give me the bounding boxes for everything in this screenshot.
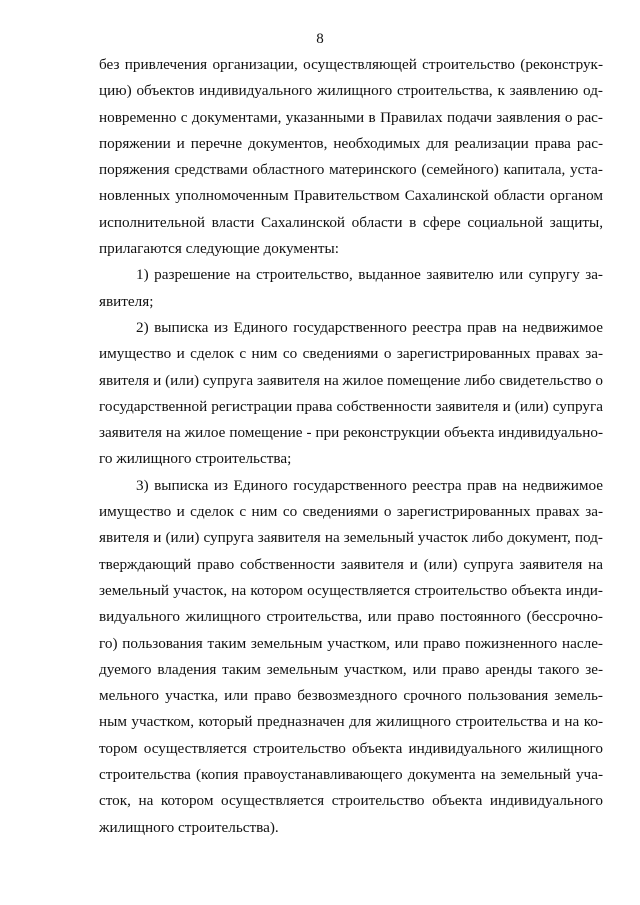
text-line: ным участком, который предназначен для жилищного строительства и на ко- xyxy=(99,713,603,731)
paragraph-item-3 xyxy=(99,473,603,841)
text-line: строительства (копия правоустанавливающего документа на земельный уча- xyxy=(99,766,603,784)
text-line: поряжения средствами областного материнского (семейного) капитала, уста- xyxy=(99,161,603,179)
text-line: имущество и сделок с ним со сведениями о зарегистрированных правах за- xyxy=(99,345,603,363)
text-line: видуального жилищного строительства, или право постоянного (бессрочно- xyxy=(99,608,603,626)
text-line: 1) разрешение на строительство, выданное заявителю или супругу за- xyxy=(136,266,603,284)
text-line: го) пользования таким земельным участком, или право пожизненного насле- xyxy=(99,634,603,652)
text-line: имущество и сделок с ним со сведениями о зарегистрированных правах за- xyxy=(99,503,603,521)
text-line: новременно с документами, указанными в Правилах подачи заявления о рас- xyxy=(99,108,603,126)
text-line: тверждающий право собственности заявителя и (или) супруга заявителя на xyxy=(99,555,603,573)
text-line: заявителя на жилое помещение - при реконструкции объекта индивидуально- xyxy=(99,424,603,442)
text-line: явителя; xyxy=(99,292,154,310)
text-line: цию) объектов индивидуального жилищного строительства, к заявлению од- xyxy=(99,82,603,100)
text-line: го жилищного строительства; xyxy=(99,450,292,468)
text-line: 2) выписка из Единого государственного реестра прав на недвижимое xyxy=(136,318,603,336)
text-line: прилагаются следующие документы: xyxy=(99,240,339,258)
text-line: исполнительной власти Сахалинской области в сфере социальной защиты, xyxy=(99,213,603,231)
text-line: тором осуществляется строительство объекта индивидуального жилищного xyxy=(99,739,603,757)
text-line: явителя и (или) супруга заявителя на жилое помещение либо свидетельство о xyxy=(99,371,603,389)
text-line: новленных уполномоченным Правительством Сахалинской области органом xyxy=(99,187,603,205)
paragraph-item-2 xyxy=(99,315,603,473)
text-line: поряжении и перечне документов, необходимых для реализации права рас- xyxy=(99,134,603,152)
text-line: дуемого владения таким земельным участком, или право аренды такого зе- xyxy=(99,660,603,678)
text-line: жилищного строительства). xyxy=(99,818,279,836)
text-line: мельного участка, или право безвозмездного срочного пользования земель- xyxy=(99,687,603,705)
page-number: 8 xyxy=(316,31,324,47)
paragraph-intro xyxy=(99,52,603,262)
text-line: сток, на котором осуществляется строительство объекта индивидуального xyxy=(99,792,603,810)
paragraph-item-1 xyxy=(99,262,603,315)
text-line: государственной регистрации права собственности заявителя и (или) супруга xyxy=(99,397,603,415)
text-line: без привлечения организации, осуществляющей строительство (реконструк- xyxy=(99,56,603,73)
document-body xyxy=(99,52,603,841)
text-line: 3) выписка из Единого государственного реестра прав на недвижимое xyxy=(136,476,603,494)
text-line: явителя и (или) супруга заявителя на земельный участок либо документ, под- xyxy=(99,529,603,547)
text-line: земельный участок, на котором осуществляется строительство объекта инди- xyxy=(99,581,603,599)
